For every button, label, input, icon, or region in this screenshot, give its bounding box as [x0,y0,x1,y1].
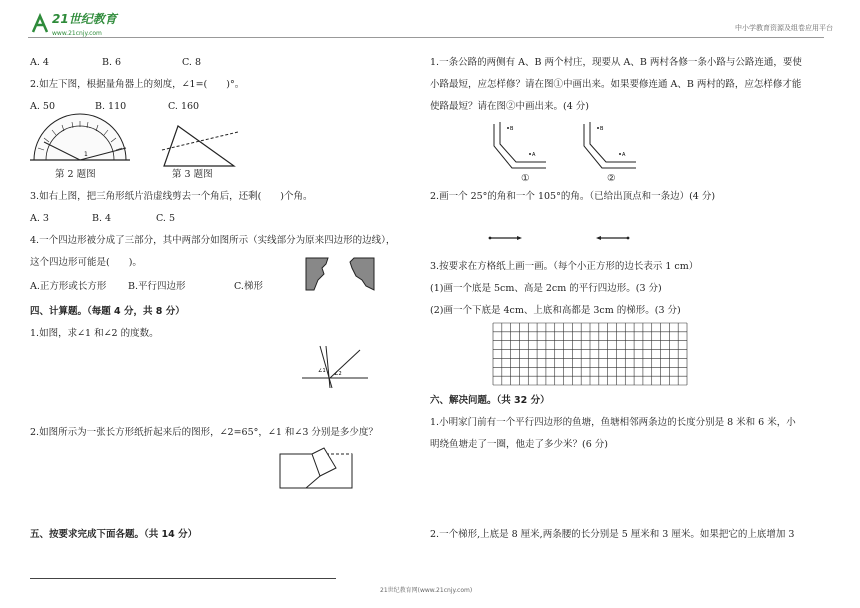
solve-1-line-2: 明绕鱼塘走了一圈，他走了多少米？(6 分) [430,439,608,450]
header-right-text: 中小学教育资源及组卷应用平台 [735,24,833,32]
footer-text: 21世纪教育网(www.21cnjy.com) [380,587,473,594]
problem-1-line-1: 1.一条公路的两侧有 A、B 两个村庄，现要从 A、B 两村各修一条小路与公路连通，要使 [430,57,802,68]
solve-2-text: 2.一个梯形,上底是 8 厘米,两条腰的长分别是 5 厘米和 3 厘米。如果把它的上底增加 3 [430,529,795,540]
q4-opt-b: B.平行四边形 [128,281,186,292]
problem-2-text: 2.画一个 25°的角和一个 105°的角。（已给出顶点和一条边）(4 分) [430,191,716,202]
q2-opt-a: A. 50 [30,101,55,112]
logo-text: 21世纪教育 [52,12,117,26]
road-figure-2 [580,118,640,178]
q4-opt-a: A.正方形或长方形 [30,281,107,292]
problem-3-text: 3.按要求在方格纸上画一画。（每个小正方形的边长表示 1 cm） [430,261,699,272]
svg-text:∠1: ∠1 [318,368,326,374]
problem-1-line-2: 小路最短，应怎样修？请在图①中画出来。如果要修连通 A、B 两村的路，应怎样修才能 [430,79,802,90]
quadrilateral-pieces-figure [304,254,376,294]
fig-label-2: 第 2 题图 [55,169,96,180]
calc-1-text: 1.如图，求∠1 和∠2 的度数。 [30,328,159,339]
q3-text: 3.如右上图，把三角形纸片沿虚线剪去一个角后，还剩( )个角。 [30,191,313,202]
ray-1 [488,234,524,242]
village-a-label: A [532,152,536,158]
folded-paper-figure [276,446,356,496]
q1-opt-c: C. 8 [182,57,202,68]
header-rule [28,37,824,38]
problem-3-part-2: (2)画一个下底是 4cm、上底和高都是 3cm 的梯形。(3 分) [430,305,681,316]
section-6-title: 六、解决问题。（共 32 分） [430,395,550,406]
fig-label-3: 第 3 题图 [172,169,213,180]
section-4-title: 四、计算题。（每题 4 分，共 8 分） [30,306,185,317]
problem-3-part-1: (1)画一个底是 5cm、高是 2cm 的平行四边形。(3 分) [430,283,662,294]
q4-text-1: 4.一个四边形被分成了三部分，其中两部分如图所示（实线部分为原来四边形的边线）， [30,235,396,246]
q2-opt-c: C. 160 [168,101,200,112]
q4-opt-c: C.梯形 [234,281,263,292]
road-figure-1-label: ① [521,173,530,184]
village-a-label: A [622,152,626,158]
q3-opt-c: C. 5 [156,213,176,224]
road-figure-2-label: ② [607,173,616,184]
footer-rule [30,578,336,579]
q1-opt-a: A. 4 [30,57,49,68]
grid-paper [492,322,688,386]
calc-2-text: 2.如图所示为一张长方形纸折起来后的图形，∠2=65°，∠1 和∠3 分别是多少度？ [30,427,378,438]
q2-opt-b: B. 110 [95,101,127,112]
section-5-title: 五、按要求完成下面各题。（共 14 分） [30,529,198,540]
angle-figure [300,344,370,390]
logo-subtext: www.21cnjy.com [52,30,102,37]
problem-1-line-3: 使路最短？请在图②中画出来。(4 分) [430,101,589,112]
ray-2 [594,234,630,242]
q1-opt-b: B. 6 [102,57,122,68]
village-b-label: B [510,126,514,132]
q3-opt-b: B. 4 [92,213,112,224]
protractor-figure [30,118,130,166]
q2-text: 2.如左下图，根据量角器上的刻度，∠1=( )°。 [30,79,245,90]
village-b-label: B [600,126,604,132]
svg-text:1: 1 [84,151,88,158]
logo-icon [30,12,50,34]
svg-text:∠2: ∠2 [334,371,342,377]
q3-opt-a: A. 3 [30,213,49,224]
triangle-figure [160,120,240,170]
q4-text-2: 这个四边形可能是( )。 [30,257,142,268]
solve-1-line-1: 1.小明家门前有一个平行四边形的鱼塘，鱼塘相邻两条边的长度分别是 8 米和 6 米，小 [430,417,796,428]
road-figure-1 [490,118,550,178]
